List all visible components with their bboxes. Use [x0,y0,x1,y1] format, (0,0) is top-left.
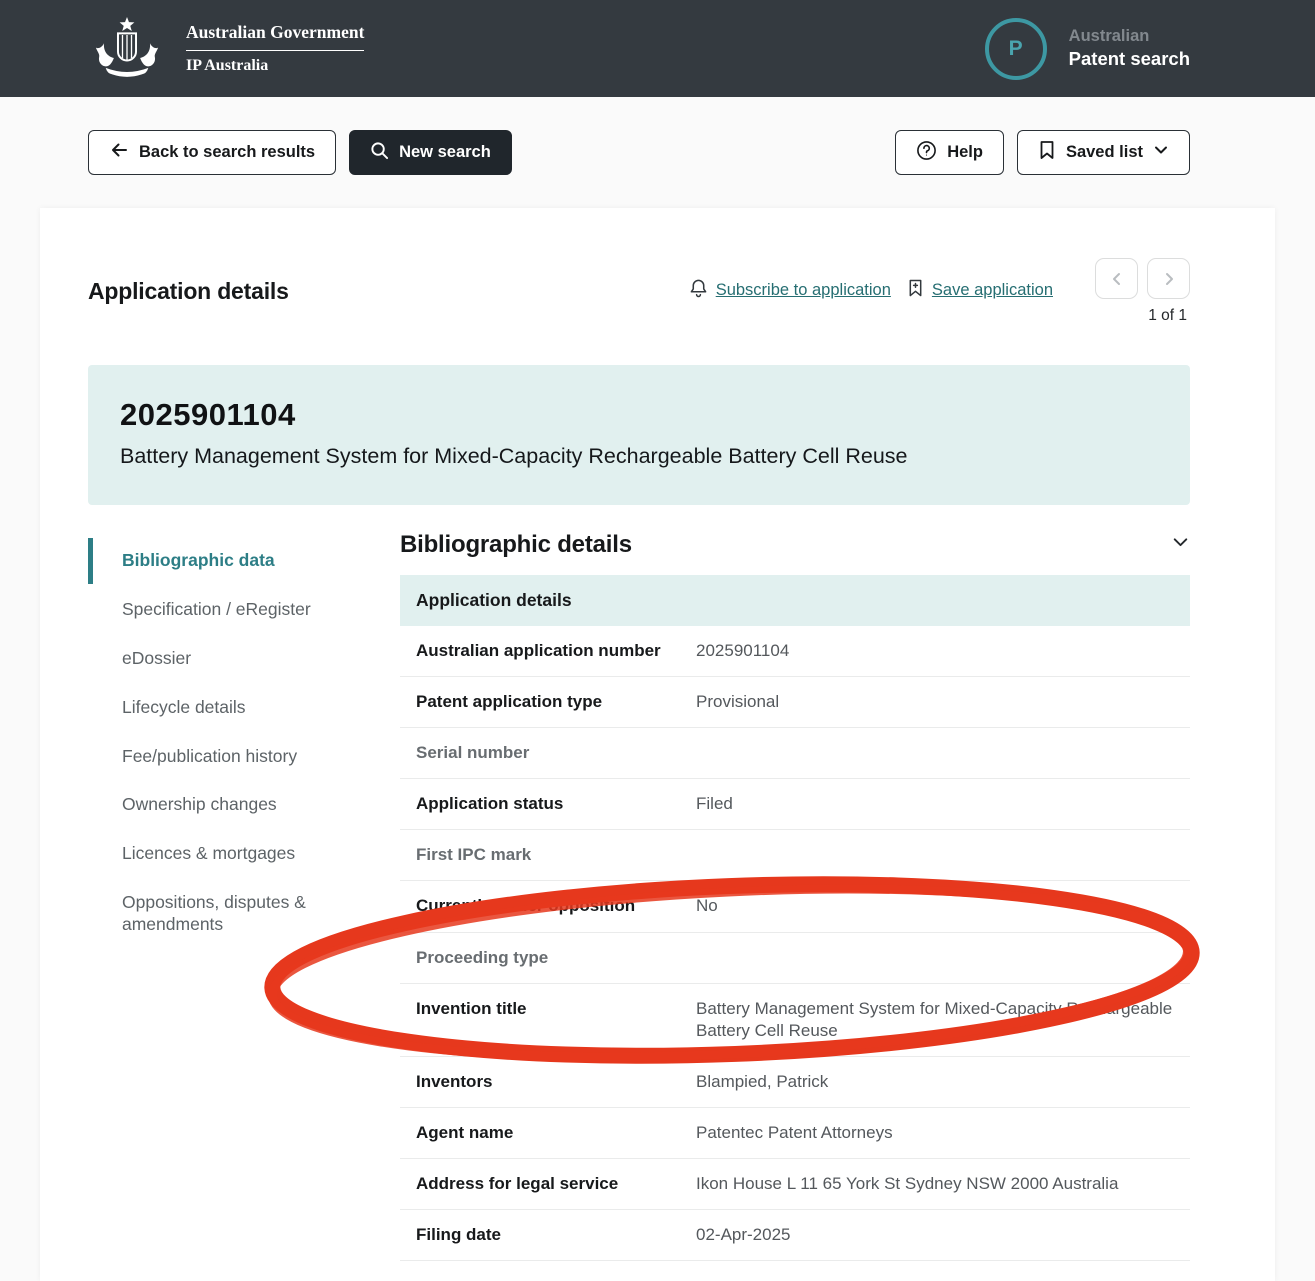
row-value: 2025901104 [696,641,790,660]
details-sidenav [88,529,400,1261]
row-value: Ikon House L 11 65 York St Sydney NSW 2000 Australia [696,1174,1119,1194]
sidenav-item-ownership-changes[interactable]: Ownership changes [122,794,277,815]
table-row-patent-application-type [400,677,1190,728]
table-row-australian-application-number [400,626,1190,677]
application-banner [88,365,1190,505]
sidenav-item-oppositions-disputes-amendments[interactable]: Oppositions, disputes & amendments [122,892,306,934]
sidenav-item-specification-eregister[interactable]: Specification / eRegister [122,598,311,619]
row-label: Australian application number [416,641,661,660]
row-label: Address for legal service [416,1174,619,1194]
collapse-section-chevron-icon[interactable] [1171,533,1190,557]
patent-search-title [1069,27,1190,70]
help-button[interactable] [895,130,1004,175]
patent-search-logo[interactable] [985,18,1190,80]
patent-search-title-line2: Patent search [1068,48,1190,69]
row-value: Patentec Patent Attorneys [696,1122,893,1142]
patent-search-icon: P [985,18,1047,80]
row-label: Currently under opposition [416,896,636,916]
row-value: Battery Management System for Mixed-Capacity Rechargeable Battery Cell Reuse [696,998,1173,1040]
coat-of-arms-icon [86,15,168,83]
bell-icon [689,278,708,303]
app-header [0,0,1315,97]
search-icon [370,141,389,165]
row-label: Filing date [416,1225,501,1245]
row-label: Agent name [416,1122,514,1142]
table-row-currently-under-opposition [400,881,1190,932]
row-value: Filed [696,794,733,814]
sidenav-item-lifecycle-details[interactable]: Lifecycle details [122,696,246,717]
pager-count: 1 of 1 [1148,307,1187,324]
sidenav-item-fee-publication-history[interactable]: Fee/publication history [122,745,298,766]
subsection-header: Application details [400,575,1190,626]
subscribe-label: Subscribe to application [715,281,891,299]
next-result-button[interactable] [1147,258,1190,299]
pager-buttons [1095,258,1190,299]
table-row-agent-name [400,1108,1190,1159]
new-search-label: New search [399,143,491,161]
result-pager [1095,258,1190,325]
page-head [88,268,1190,325]
section-head [400,529,1190,559]
table-row-address-for-legal-service [400,1159,1190,1210]
row-value: 02-Apr-2025 [696,1225,791,1245]
previous-result-button[interactable] [1095,258,1138,299]
back-button-label: Back to search results [139,143,316,161]
table-row-proceeding-type [400,933,1190,984]
application-details-card [40,208,1275,1281]
row-label: Patent application type [416,692,603,712]
row-value: No [696,896,718,916]
page-title: Application details [88,278,289,304]
table-row-filing-date [400,1210,1190,1261]
save-application-label: Save application [931,281,1053,299]
toolbar-left [88,130,512,175]
subscribe-to-application-link[interactable] [689,278,891,303]
row-label: Inventors [416,1071,493,1091]
row-label: Invention title [416,998,527,1018]
application-number: 2025901104 [120,397,296,432]
table-row-first-ipc-mark [400,830,1190,881]
question-circle-icon [916,140,937,166]
table-row-serial-number [400,728,1190,779]
gov-logo-text [186,22,364,75]
sidenav-item-licences-mortgages[interactable]: Licences & mortgages [122,843,296,864]
sidenav-item-edossier[interactable]: eDossier [122,647,192,668]
saved-list-button[interactable] [1017,130,1190,175]
table-row-invention-title [400,984,1190,1057]
bookmark-plus-icon [907,278,924,303]
help-label: Help [947,143,983,161]
patent-search-title-line1: Australian [1068,27,1150,45]
toolbar [88,130,1190,175]
row-label: Application status [416,794,564,814]
toolbar-right [895,130,1190,175]
table-row-inventors [400,1057,1190,1108]
row-value: Provisional [696,692,780,712]
saved-list-label: Saved list [1065,143,1143,161]
row-label: Proceeding type [416,947,549,967]
gov-title: Australian Government [186,22,364,51]
chevron-down-icon [1153,142,1169,163]
bookmark-icon [1038,140,1056,165]
row-value: Blampied, Patrick [696,1071,829,1091]
gov-subtitle: IP Australia [186,57,269,74]
section-title: Bibliographic details [400,531,632,558]
sidenav-item-bibliographic-data[interactable]: Bibliographic data [88,538,400,584]
table-row-application-status [400,779,1190,830]
save-application-link[interactable] [907,278,1053,303]
back-to-search-results-button[interactable] [88,130,336,175]
row-label: First IPC mark [416,845,532,865]
gov-logo[interactable] [86,15,364,83]
chevron-left-icon [1110,272,1124,286]
page-head-actions [689,268,1053,303]
row-label: Serial number [416,743,530,763]
bibliographic-details-section [400,529,1190,1261]
chevron-right-icon [1162,272,1176,286]
new-search-button[interactable] [349,130,512,175]
arrow-left-icon [109,140,129,165]
application-title: Battery Management System for Mixed-Capacity Rechargeable Battery Cell Reuse [120,444,908,468]
